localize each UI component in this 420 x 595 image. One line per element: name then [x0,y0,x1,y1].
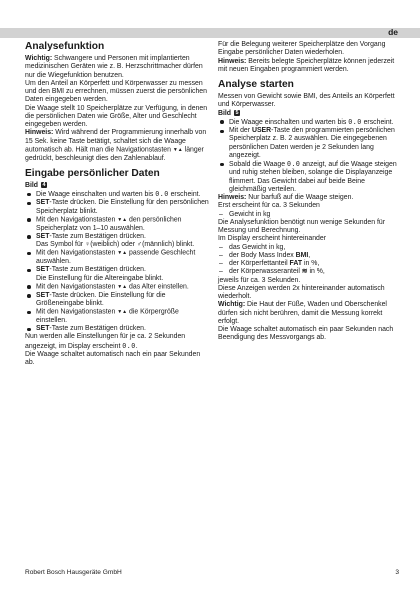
paragraph-auto-off: Die Waage schaltet automatisch ein paar Sekunden nach Beendigung des Messvorgangs ab. [218,326,394,342]
section-title-personal-data: Eingabe persönlicher Daten [25,167,160,179]
hint-note: Hinweis: Bereits belegte Speicherplätze können jederzeit mit neuen Eingaben programmiert werden. [218,57,395,73]
paragraph-memory: Die Waage stellt 10 Speicherplätze zur Verfügung, in denen die persönlichen Daten wie Größe, Alter und Geschlecht eingegeben werden. [25,104,208,128]
paragraph-each-3s: jeweils für ca. 3 Sekunden. [218,276,301,284]
left-column [25,41,209,367]
list-item: Mit den Navigationstasten ▼▲ das Alter einstellen. [25,283,209,292]
language-label: de [388,27,398,37]
list-item: SET-Taste drücken. Die Einstellung für die Größeneingabe blinkt. [25,292,209,309]
paragraph-repeat: Diese Anzeigen werden 2x hintereinander automatisch wiederholt. [218,284,385,300]
list-item: Die Waage einschalten und warten bis 0.0 erscheint. [25,190,209,199]
navigation-arrows-icon: ▼▲ [117,283,128,290]
list-item: Die Waage einschalten und warten bis 0.0 erscheint. [218,118,402,127]
page-number: 3 [395,569,399,576]
water-icon: ≋ [301,268,308,276]
display-zero-icon: 0.0 [122,341,136,350]
steps-list [218,118,402,194]
list-item: SET-Taste drücken. Die Einstellung für den persönlichen Speicherplatz blinkt. [25,199,209,216]
list-item: – das Gewicht in kg, [218,244,402,252]
navigation-arrows-icon: ▼▲ [117,250,128,257]
list-item: – der Body Mass Index BMI, [218,252,402,260]
figure-reference: Bild 5 [218,109,239,117]
list-item: Mit den Navigationstasten ▼▲ passende Geschlecht auswählen. [25,249,209,266]
navigation-arrows-icon: ▼▲ [117,309,128,315]
dash-list [218,211,402,219]
list-item: – der Körperwasseranteil ≋ in %, [218,268,402,276]
right-column [218,41,402,343]
section-title-analysis: Analysefunktion [25,41,105,52]
footer-company: Robert Bosch Hausgeräte GmbH [25,569,122,576]
list-item: – Gewicht in kg [218,211,402,219]
paragraph-more-slots: Für die Belegung weiterer Speicherplätze den Vorgang Eingabe persönlicher Daten wiederholen. [218,41,386,57]
section-title-start-analysis: Analyse starten [218,79,294,90]
list-item: SET-Taste zum Bestätigen drücken. Das Symbol für ♀(weiblich) oder ♂(männlich) blinkt. [25,233,209,250]
important-note: Wichtig: Schwangere und Personen mit implantierten medizinischen Geräten wie z. B. Herzschrittmacher dürfen nur die Wiegefunktion benutzen. [25,55,203,79]
steps-list [25,190,209,333]
header-bar [0,28,420,38]
list-item: Mit den Navigationstasten ▼▲ den persönlichen Speicherplatz von 1–10 auswählen. [25,216,209,233]
list-item: – der Körperfettanteil FAT in %, [218,260,402,268]
paragraph-first-shown: Erst erscheint für ca. 3 Sekunden [218,202,320,210]
paragraph-display-sequence: Im Display erscheint hintereinander [218,235,327,243]
important-note: Wichtig: Die Haut der Füße, Waden und Oberschenkel dürfen sich nicht berühren, damit die Messung korrekt erfolgt. [218,301,387,325]
paragraph-intro: Um den Anteil an Körperfett und Körperwasser zu messen und den BMI zu errechnen, müssen zuerst die persönlichen Daten eingegeben werden. [25,79,207,104]
paragraph-analysis-time: Die Analysefunktion benötigt nun wenige Sekunden für Messung und Berechnung. [218,218,386,234]
list-item: SET-Taste zum Bestätigen drücken. Die Einstellung für die Altereingabe blinkt. [25,266,209,283]
paragraph-settings-shown: Nun werden alle Einstellungen für je ca. 2 Sekunden angezeigt, im Display erscheint 0.0. [25,333,186,350]
figure-reference: Bild 4 [25,181,46,189]
display-zero-icon: 0.0 [348,117,362,126]
display-zero-icon: 0.0 [155,190,169,198]
display-zero-icon: 0.0 [286,160,301,168]
list-item: SET-Taste zum Bestätigen drücken. [25,325,209,333]
male-icon: ♂ [136,241,143,248]
paragraph-auto-off: Die Waage schaltet automatisch nach ein paar Sekunden ab. [25,350,201,366]
dash-list [218,244,402,277]
hint-note: Hinweis: Wird während der Programmierung innerhalb von 15 Sek. keine Taste betätigt, schaltet sich die Waage automatisch ab. Hält man die Navigationstasten ▼▲ länger gedrückt, beschleunigt dies den Zahlenablauf. [25,129,207,162]
navigation-arrows-icon: ▼▲ [172,146,183,153]
navigation-arrows-icon: ▼▲ [117,216,128,223]
list-item: Mit den Navigationstasten ▼▲ die Körpergröße einstellen. [25,308,209,325]
list-item: Sobald die Waage 0.0 anzeigt, auf die Waage steigen und ruhig stehen bleiben, solange die Displayanzeige flimmert. Das Gewicht dabei auf beide Beine gleichmäßig verteilen. [218,160,402,194]
list-item: Mit der USER-Taste den programmierten persönlichen Speicherplatz z. B. 2 auswählen. Die eingegebenen persönlichen Daten werden je 2 Sekunden lang angezeigt. [218,127,402,160]
female-icon: ♀ [85,241,91,248]
paragraph-measure: Messen von Gewicht sowie BMI, des Anteils an Körperfett und Körperwasser. [218,93,395,109]
hint-note: Hinweis: Nur barfuß auf die Waage steigen. [218,194,354,201]
